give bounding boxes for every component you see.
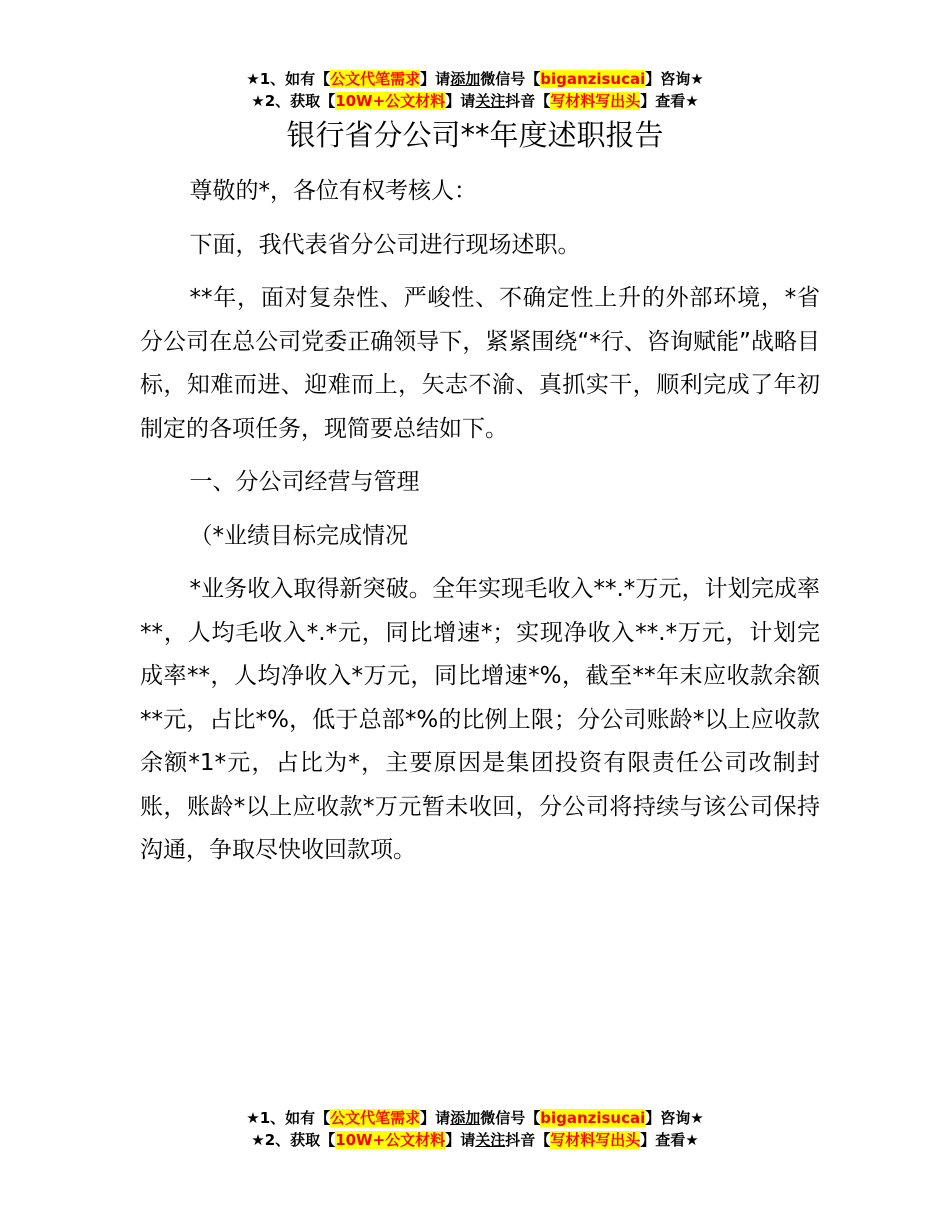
promo-text: ★2、获取【 [251,1131,336,1149]
paragraph-salutation: 尊敬的*，各位有权考核人： [189,178,477,204]
document-body [140,170,820,883]
highlight-materials: 10W+公文材料 [335,92,446,110]
promo-text: 】请 [445,92,476,110]
underlined-follow: 关注 [475,1131,506,1149]
highlight-account: 写材料写出头 [550,92,641,110]
promo-line-2 [0,90,950,112]
promo-text: ★1、如有【 [246,1109,331,1127]
promo-text: 】查看★ [640,1131,699,1149]
document-title: 银行省分公司**年度述职报告 [286,118,664,152]
underlined-add: 添加 [450,70,481,88]
promo-text: 】咨询★ [645,70,704,88]
promo-text: ★1、如有【 [246,70,331,88]
highlight-account: 写材料写出头 [550,1131,641,1149]
underlined-add: 添加 [450,1109,481,1127]
promo-text: 微信号【 [480,70,541,88]
highlight-wechat-id: biganzisucai [540,70,646,88]
section-heading: 一、分公司经营与管理 [189,469,420,495]
promo-banner-top [0,68,950,112]
promo-line-2 [0,1129,950,1151]
underlined-follow: 关注 [475,92,506,110]
promo-text: 抖音【 [505,1131,551,1149]
paragraph-overview: **年，面对复杂性、严峻性、不确定性上升的外部环境，*省分公司在总公司党委正确领导下，紧紧围绕“*行、咨询赋能”战略目标，知难而进、迎难而上，矢志不渝、真抓实干，顺利完成了年初制定的各项任务，现简要总结如下。 [140,285,820,442]
promo-text: 】请 [420,1109,451,1127]
promo-line-1 [0,68,950,90]
paragraph-intro: 下面，我代表省分公司进行现场述职。 [189,231,581,258]
promo-text: 】查看★ [640,92,699,110]
highlight-wechat-id: biganzisucai [540,1109,646,1127]
promo-line-1 [0,1107,950,1129]
promo-text: 抖音【 [505,92,551,110]
promo-text: 】咨询★ [645,1109,704,1127]
promo-banner-bottom [0,1107,950,1151]
subsection-heading: （*业绩目标完成情况 [189,522,408,549]
promo-text: 】请 [420,70,451,88]
promo-text: 微信号【 [480,1109,541,1127]
highlight-service: 公文代笔需求 [330,1109,421,1127]
paragraph-revenue: *业务收入取得新突破。全年实现毛收入**.*万元，计划完成率**，人均毛收入*.*元，同比增速*；实现净收入**.*万元，计划完成率**，人均净收入*万元，同比增速*%，截至**年末应收款余额**元，占比*%，低于总部*%的比例上限；分公司账龄*以上应收款余额*1*元，占比为*，主要原因是集团投资有限责任公司改制封账，账龄*以上应收款*万元暂未收回，分公司将持续与该公司保持沟通，争取尽快收回款项。 [140,576,820,863]
promo-text: ★2、获取【 [251,92,336,110]
highlight-materials: 10W+公文材料 [335,1131,446,1149]
promo-text: 】请 [445,1131,476,1149]
highlight-service: 公文代笔需求 [330,70,421,88]
